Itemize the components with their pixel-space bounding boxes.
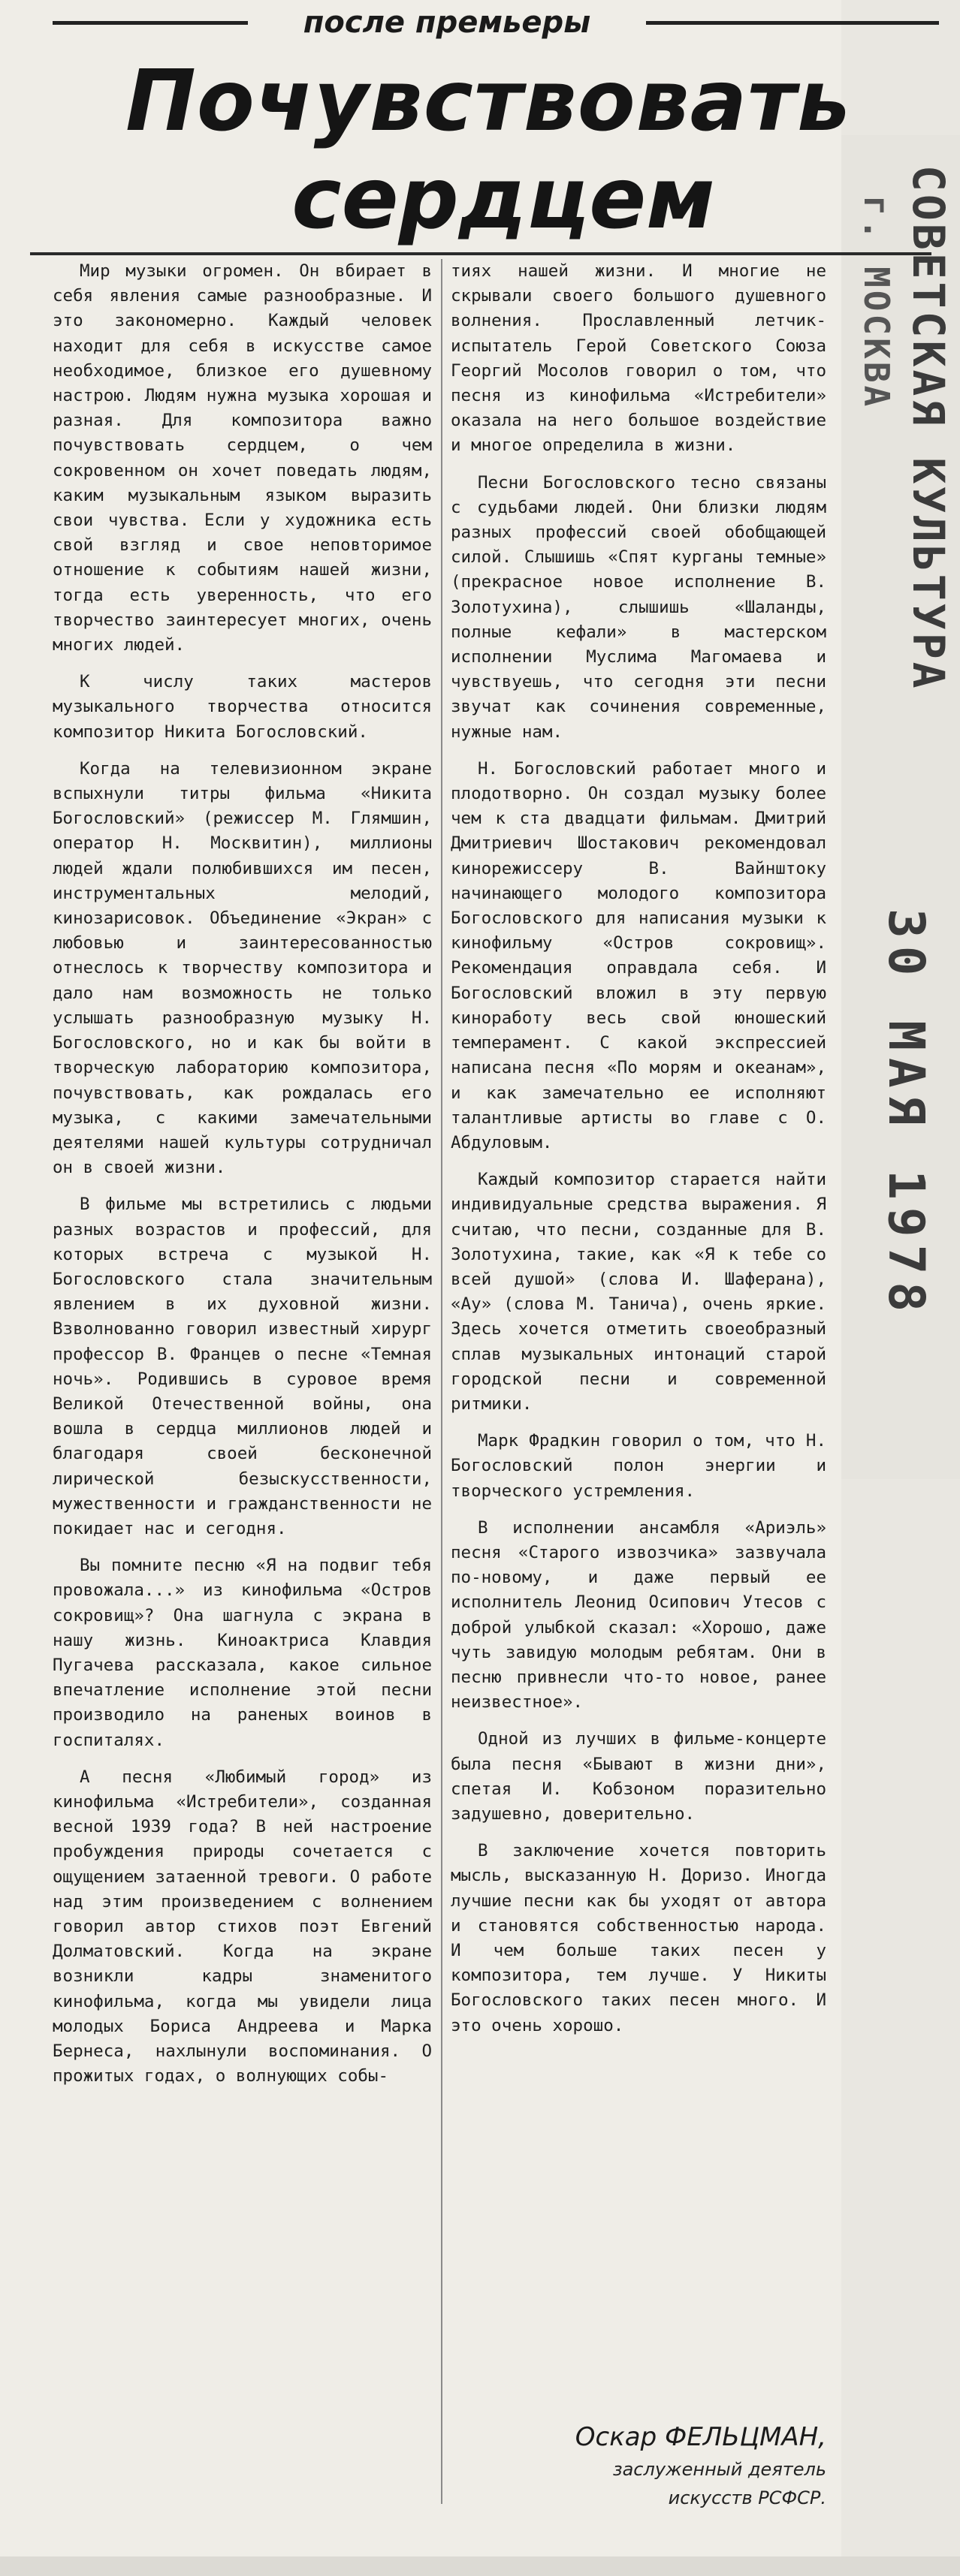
paragraph: Марк Фрадкин говорил о том, что Н. Богословский полон энергии и творческого устремления. [451, 1431, 826, 1501]
headline-line-1: Почувствовать [125, 53, 851, 150]
headline-line-2: сердцем [291, 150, 715, 248]
author-signature [451, 2419, 826, 2512]
author-name: Оскар ФЕЛЬЦМАН, [575, 2422, 826, 2452]
paragraph: Н. Богословский работает много и плодотворно. Он создал музыку более чем к ста двадцати фильмам. Дмитрий Дмитриевич Шостакович рекомендовал кинорежиссеру В. Вайнштоку начинающего молодого композитора Богословского для написания музыки к кинофильму «Остров сокровищ». Рекомендация оправдала себя. И Богословский вложил в эту первую киноработу весь свой юношеский темперамент. С какой экспрессией написана песня «По морям и океанам», и как замечательно ее исполняют талантливые артисты во главе с О. Абдуловым. [451, 758, 826, 1152]
rubric-label: после премьеры [303, 5, 591, 40]
paragraph: Вы помните песню «Я на подвиг тебя провожала...» из кинофильма «Остров сокровищ»? Она шагнула с экрана в нашу жизнь. Киноактриса Клавдия Пугачева рассказала, какое сильное впечатление исполнение этой песни производило на раненых воинов в госпиталях. [53, 1556, 432, 1750]
paragraph: Мир музыки огромен. Он вбирает в себя явления самые разнообразные. И это закономерно. Каждый человек находит для себя в искусстве самое необходимое, близкое его душевному настрою. Людям нужна музыка хорошая и разная. Для композитора важно почувствовать сердцем, о чем сокровенном он хочет поведать людям, каким музыкальным языком выразить свои чувства. Если у художника есть свой взгляд и свое неповторимое отношение к событиям нашей жизни, тогда есть уверенность, что его творчество заинтересует многих, очень многих людей. [53, 261, 432, 655]
archive-stamp [845, 150, 958, 1472]
paragraph: Песни Богословского тесно связаны с судьбами людей. Они близки людям разных профессий своей обобщающей силой. Слышишь «Спят курганы темные» (прекрасное новое исполнение В. Золотухина), слышишь «Шаланды, полные кефали» в мастерском исполнении Муслима Магомаева и чувствуешь, что сегодня эти песни звучат как сочинения современные, нужные нам. [451, 472, 826, 742]
rubric-rule-left [53, 21, 248, 25]
rubric-rule-right [646, 21, 939, 25]
stamp-city: г. МОСКВА [856, 195, 897, 410]
paragraph: А песня «Любимый город» из кинофильма «Истребители», созданная весной 1939 года? В ней настроение пробуждения природы сочетается с ощущением затаенной тревоги. О работе над этим произведением с волнением говорил автор стихов поэт Евгений Долматовский. Когда на экране возникли кадры знаменитого кинофильма, когда мы увидели лица молодых Бориса Андреева и Марка Бернеса, нахлынули воспоминания. О прожитых годах, о волнующих собы- [53, 1767, 432, 2086]
rubric [53, 3, 939, 42]
author-title-line-1: заслуженный деятель [612, 2459, 826, 2480]
paragraph: Каждый композитор старается найти индивидуальные средства выражения. Я считаю, что песни, созданные для В. Золотухина, такие, как «Я к тебе со всей душой» (слова И. Шаферана), «Ау» (слова М. Танича), очень яркие. Здесь хочется отметить своеобразный сплав музыкальных интонаций старой городской песни и современной ритмики. [451, 1170, 826, 1414]
stamp-rotated [845, 150, 958, 1472]
clipping-bottom-edge [0, 2556, 960, 2576]
headline-divider [30, 252, 931, 255]
paragraph: В фильме мы встретились с людьми разных возрастов и профессий, для которых встреча с музыкой Н. Богословского стала значительным явлением в их духовной жизни. Взволнованно говорил известный хирург профессор В. Францев о песне «Темная ночь». Родившись в суровое время Великой Отечественной войны, она вошла в сердца миллионов людей и благодаря своей бесконечной лирической безыскусственности, мужественности и гражданственности не покидает нас и сегодня. [53, 1195, 432, 1538]
paragraph: К числу таких мастеров музыкального творчества относится композитор Никита Богословский. [53, 672, 432, 742]
paragraph: Когда на телевизионном экране вспыхнули титры фильма «Никита Богословский» (режиссер М. Глямшин, оператор Н. Москвитин), миллионы людей ждали полюбившихся им песен, инструментальных мелодий, кинозарисовок. Объединение «Экран» с любовью и заинтересованностью отнеслось к творчеству композитора и дало нам возможность не только услышать разнообразную музыку Н. Богословского, но и как бы войти в творческую лабораторию композитора, почувствовать, как рождалась его музыка, с какими замечательными деятелями нашей культуры сотрудничал он в своей жизни. [53, 758, 432, 1178]
article-headline [30, 53, 946, 248]
paragraph: В заключение хочется повторить мысль, высказанную Н. Доризо. Иногда лучшие песни как бы уходят от автора и становятся собственностью народа. И чем больше таких песен у композитора, тем лучше. У Никиты Богословского таких песен много. И это очень хорошо. [451, 1841, 826, 2035]
column-divider [441, 259, 442, 2504]
author-title-line-2: искусств РСФСР. [668, 2487, 826, 2508]
stamp-publication: СОВЕТСКАЯ КУЛЬТУРА [903, 165, 954, 691]
article-column-left [53, 259, 432, 2089]
paragraph: Одной из лучших в фильме-концерте была песня «Бывают в жизни дни», спетая И. Кобзоном поразительно задушевно, доверительно. [451, 1729, 826, 1824]
paragraph: В исполнении ансамбля «Ариэль» песня «Старого извозчика» зазвучала по-новому, и даже первый ее исполнитель Леонид Осипович Утесов с доброй улыбкой сказал: «Хорошо, даже чуть завидую молодым ребятам. Они в песню привнесли что-то новое, ранее неизвестное». [451, 1517, 826, 1713]
stamp-date: 30 МАЯ 1978 [877, 908, 935, 1320]
paragraph-continued: тиях нашей жизни. И многие не скрывали своего большого душевного волнения. Прославленный летчик-испытатель Герой Советского Союза Георгий Мосолов говорил о том, что песня из кинофильма «Истребители» оказала на него большое воздействие и многое определила в жизни. [451, 261, 826, 456]
article-column-right [451, 259, 826, 2038]
